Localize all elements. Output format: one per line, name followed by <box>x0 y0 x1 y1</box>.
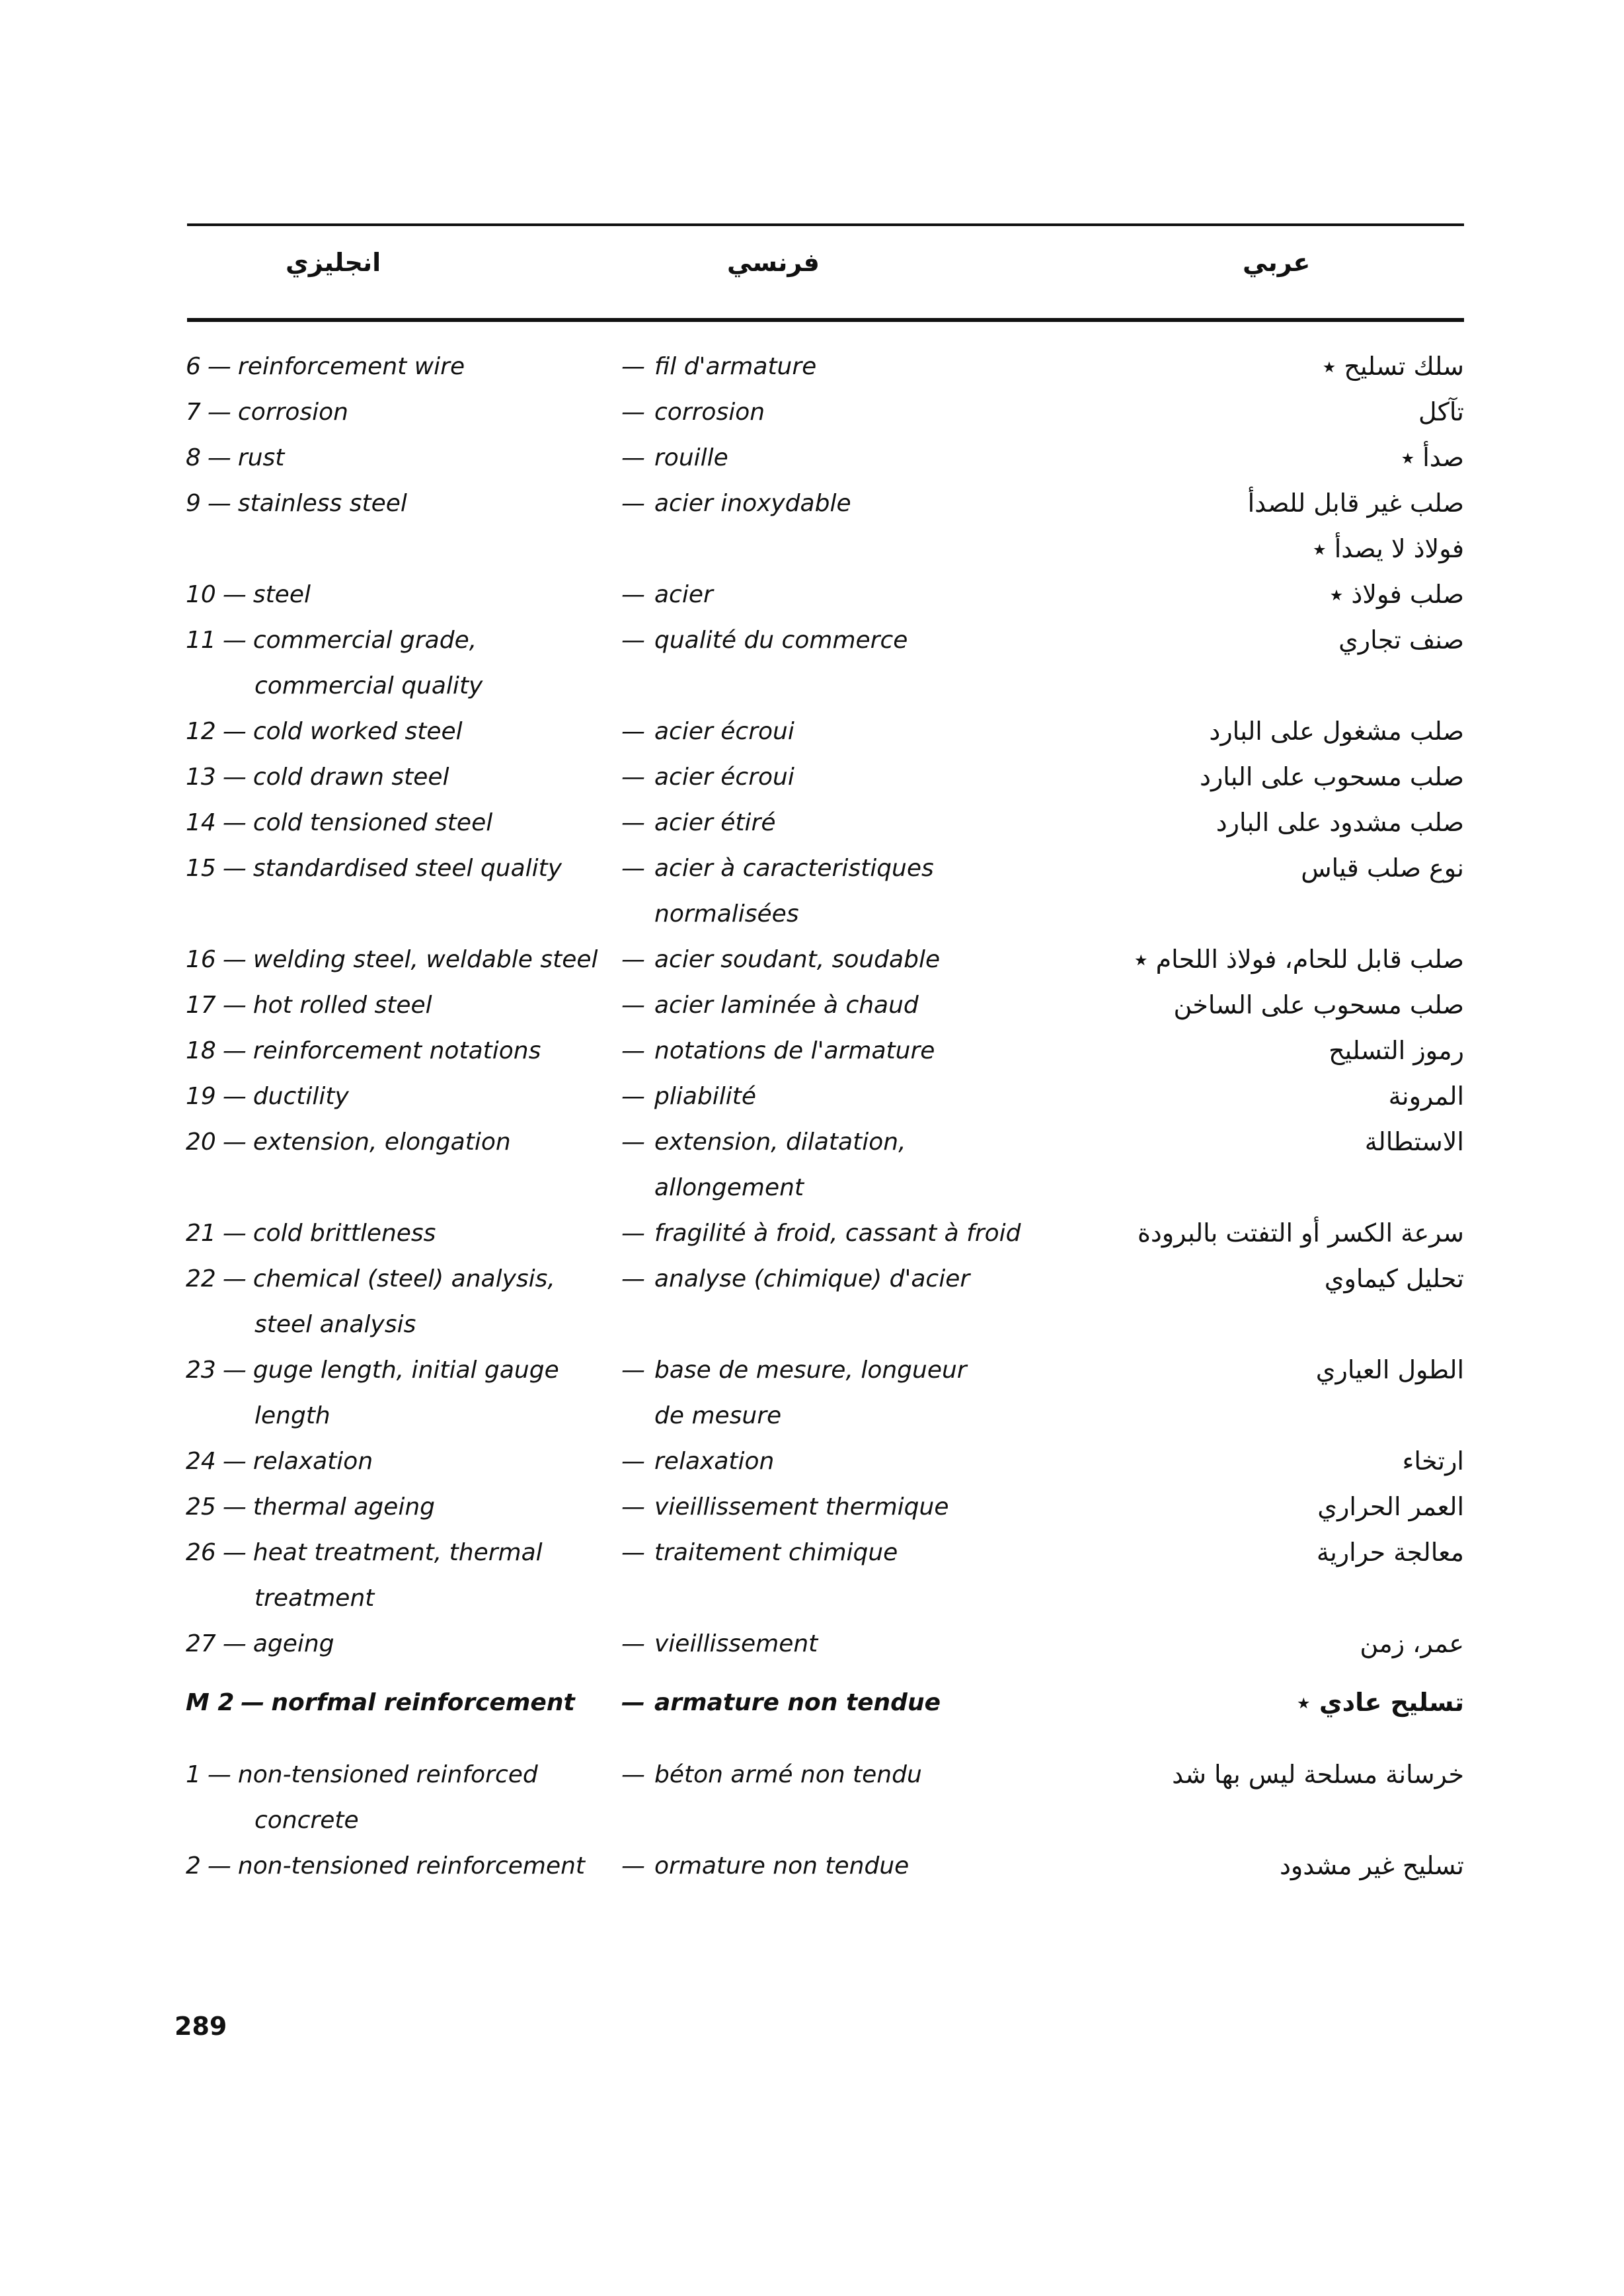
entry-dash: — <box>222 1128 247 1156</box>
english-term <box>186 754 449 800</box>
english-term <box>186 800 492 846</box>
entry-number: 21 <box>186 1220 216 1247</box>
french-term <box>621 800 775 846</box>
french-term-text: corrosion <box>654 399 765 426</box>
arabic-term <box>1001 846 1464 891</box>
entry-dash: — <box>222 764 247 791</box>
entry-dash: — <box>621 1761 645 1788</box>
arabic-term-text: صدأ ٭ <box>1401 443 1464 472</box>
arabic-term-text: ارتخاء <box>1402 1446 1464 1476</box>
arabic-term <box>1001 389 1464 435</box>
entry-dash: — <box>621 1539 645 1566</box>
english-term-text: cold brittleness <box>252 1220 436 1247</box>
english-term <box>186 937 598 982</box>
english-term <box>186 1210 436 1256</box>
english-term-continuation: concrete <box>254 1807 359 1834</box>
english-term <box>186 1347 559 1439</box>
arabic-term <box>1001 572 1464 617</box>
french-term-text: acier inoxydable <box>654 490 851 517</box>
arabic-term-text: تآكل <box>1418 397 1464 426</box>
english-term <box>186 982 432 1028</box>
english-term <box>186 1752 538 1843</box>
french-term-text: acier soudant, soudable <box>654 946 941 973</box>
entry-number: 25 <box>186 1493 216 1521</box>
french-term-text: extension, dilatation, <box>654 1128 906 1156</box>
french-term <box>621 1256 970 1302</box>
french-term-text: armature non tendue <box>654 1689 941 1716</box>
french-term <box>621 1752 922 1798</box>
french-term-text: notations de l'armature <box>654 1037 935 1064</box>
arabic-term <box>1001 754 1464 800</box>
english-term-text: commercial grade, <box>252 627 477 654</box>
english-term-continuation: commercial quality <box>254 672 483 699</box>
english-term <box>186 572 311 617</box>
french-term-text: vieillissement <box>654 1630 818 1657</box>
entry-dash: — <box>222 1539 247 1566</box>
entry-dash: — <box>621 1852 645 1880</box>
english-term-text: corrosion <box>237 399 348 426</box>
french-term <box>621 1074 756 1119</box>
french-term <box>621 435 728 481</box>
english-term-text: standardised steel quality <box>252 855 562 882</box>
arabic-term <box>1001 1843 1464 1889</box>
entry-number: 24 <box>186 1448 216 1475</box>
arabic-term <box>1001 1680 1464 1725</box>
french-term-continuation: allongement <box>654 1174 804 1201</box>
french-term-text: relaxation <box>654 1448 775 1475</box>
arabic-term-text: صلب فولاذ ٭ <box>1329 580 1464 609</box>
arabic-term <box>1001 617 1464 663</box>
arabic-term <box>1001 1530 1464 1575</box>
french-term <box>621 1680 941 1725</box>
entry-dash: — <box>621 627 645 654</box>
french-term <box>621 709 794 754</box>
english-term <box>186 1439 373 1484</box>
arabic-term-text: المرونة <box>1388 1082 1464 1111</box>
arabic-term-text: صلب مشغول على البارد <box>1209 717 1464 746</box>
entry-dash: — <box>222 1037 247 1064</box>
entry-dash: — <box>222 581 247 608</box>
arabic-term <box>1001 1439 1464 1484</box>
english-term-continuation: steel analysis <box>254 1311 416 1338</box>
english-term <box>186 617 483 709</box>
french-term <box>621 982 919 1028</box>
arabic-term-text: صلب مسحوب على البارد <box>1200 762 1464 791</box>
entry-dash: — <box>207 399 231 426</box>
french-term <box>621 1210 1021 1256</box>
french-term <box>621 1439 774 1484</box>
french-term <box>621 754 794 800</box>
entry-dash: — <box>621 718 645 745</box>
entry-number: 15 <box>186 855 216 882</box>
entry-dash: — <box>222 855 247 882</box>
french-term <box>621 481 851 526</box>
entry-dash: — <box>207 490 231 517</box>
english-term <box>186 1843 585 1889</box>
arabic-term-text: خرسانة مسلحة ليس بها شد <box>1172 1760 1464 1789</box>
english-term-text: non-tensioned reinforced <box>237 1761 538 1788</box>
entry-number: 11 <box>186 627 216 654</box>
arabic-term-text: صلب مشدود على البارد <box>1216 808 1464 837</box>
entry-number: 14 <box>186 809 216 836</box>
entry-dash: — <box>222 946 247 973</box>
entry-number: 19 <box>186 1083 216 1110</box>
french-term <box>621 1621 818 1667</box>
entry-dash: — <box>207 353 231 380</box>
arabic-term <box>1001 1621 1464 1667</box>
entry-dash: — <box>222 1083 247 1110</box>
french-term <box>621 1347 967 1439</box>
entry-dash: — <box>207 1852 231 1880</box>
english-term-text: cold drawn steel <box>252 764 449 791</box>
english-term-text: rust <box>237 444 285 471</box>
entry-dash: — <box>621 1448 645 1475</box>
entry-number: 16 <box>186 946 216 973</box>
arabic-term-text: العمر الحراري <box>1317 1492 1464 1521</box>
french-term-text: vieillissement thermique <box>654 1493 949 1521</box>
entry-dash: — <box>621 809 645 836</box>
english-term-text: hot rolled steel <box>252 992 432 1019</box>
english-term-text: guge length, initial gauge <box>252 1357 559 1384</box>
english-term-text: reinforcement wire <box>237 353 465 380</box>
french-term-text: acier à caracteristiques <box>654 855 934 882</box>
arabic-term <box>1001 1074 1464 1119</box>
french-term <box>621 1119 906 1210</box>
french-term <box>621 1484 948 1530</box>
arabic-term <box>1001 435 1464 481</box>
arabic-term <box>1001 800 1464 846</box>
english-term <box>186 1621 334 1667</box>
french-term <box>621 937 940 982</box>
english-term-text: ductility <box>252 1083 349 1110</box>
column-header-french: فرنسي <box>727 248 820 277</box>
french-term-text: base de mesure, longueur <box>654 1357 967 1384</box>
entry-dash: — <box>621 1128 645 1156</box>
entry-dash: — <box>621 855 645 882</box>
english-term <box>186 1530 543 1621</box>
english-term <box>186 1256 555 1347</box>
arabic-term-text: صنف تجاري <box>1338 625 1464 654</box>
arabic-term <box>1001 1119 1464 1165</box>
english-term <box>186 846 562 891</box>
english-term-continuation: length <box>254 1402 330 1429</box>
entry-number: 26 <box>186 1539 216 1566</box>
arabic-term <box>1001 481 1464 572</box>
arabic-term-text: تحليل كيماوي <box>1324 1264 1464 1293</box>
entry-dash: — <box>222 992 247 1019</box>
entry-dash: — <box>621 1037 645 1064</box>
entry-dash: — <box>621 1220 645 1247</box>
entry-number: 1 <box>186 1761 201 1788</box>
entry-dash: — <box>222 1493 247 1521</box>
entry-dash: — <box>621 992 645 1019</box>
arabic-term <box>1001 937 1464 982</box>
entry-number: 20 <box>186 1128 216 1156</box>
entry-dash: — <box>621 946 645 973</box>
french-term-text: acier étiré <box>654 809 776 836</box>
entry-dash: — <box>222 1448 247 1475</box>
french-term <box>621 846 934 937</box>
arabic-term <box>1001 1752 1464 1798</box>
entry-number: 13 <box>186 764 216 791</box>
english-term-text: ageing <box>252 1630 334 1657</box>
english-term <box>186 435 284 481</box>
entry-dash: — <box>621 399 645 426</box>
french-term-text: fil d'armature <box>654 353 817 380</box>
entry-dash: — <box>222 809 247 836</box>
french-term-text: rouille <box>654 444 728 471</box>
entry-dash: — <box>621 444 645 471</box>
entry-dash: — <box>241 1689 265 1716</box>
entry-number: 10 <box>186 581 216 608</box>
column-header-arabic: عربي <box>1243 248 1311 277</box>
arabic-term-text: صلب مسحوب على الساخن <box>1173 990 1464 1019</box>
arabic-term-text: نوع صلب قياس <box>1301 853 1464 883</box>
entry-number: 23 <box>186 1357 216 1384</box>
arabic-term-text: الطول العياري <box>1315 1355 1464 1384</box>
entry-dash: — <box>207 444 231 471</box>
arabic-term <box>1001 1210 1464 1256</box>
english-term-text: chemical (steel) analysis, <box>252 1265 555 1292</box>
english-term-text: stainless steel <box>237 490 407 517</box>
french-term <box>621 572 713 617</box>
english-term-text: reinforcement notations <box>252 1037 541 1064</box>
arabic-term-text: رموز التسليح <box>1329 1036 1464 1065</box>
arabic-term-text: تسليح عادي ٭ <box>1296 1688 1464 1717</box>
entry-dash: — <box>207 1761 231 1788</box>
english-term <box>186 389 348 435</box>
english-term-text: norfmal reinforcement <box>271 1689 575 1716</box>
entry-dash: — <box>621 1083 645 1110</box>
entry-dash: — <box>222 1265 247 1292</box>
french-term-text: analyse (chimique) d'acier <box>654 1265 970 1292</box>
entry-dash: — <box>222 1220 247 1247</box>
entry-dash: — <box>621 764 645 791</box>
entry-dash: — <box>621 1357 645 1384</box>
entry-dash: — <box>621 490 645 517</box>
arabic-term-text: تسليح غير مشدود <box>1280 1851 1464 1880</box>
entry-number: 2 <box>186 1852 201 1880</box>
entry-number: 22 <box>186 1265 216 1292</box>
english-term <box>186 1484 435 1530</box>
french-term-text: traitement chimique <box>654 1539 898 1566</box>
french-term-continuation: de mesure <box>654 1402 782 1429</box>
arabic-term-text: صلب غير قابل للصدأ <box>1247 489 1464 518</box>
arabic-term-text: صلب قابل للحام، فولاذ اللحام ٭ <box>1134 945 1464 974</box>
english-term-text: steel <box>252 581 311 608</box>
english-term <box>186 481 407 526</box>
arabic-term-text: معالجة حرارية <box>1316 1538 1464 1567</box>
english-term <box>186 709 463 754</box>
french-term-text: acier écroui <box>654 718 794 745</box>
entry-dash: — <box>621 1265 645 1292</box>
english-term <box>186 1074 349 1119</box>
french-term-continuation: normalisées <box>654 900 799 928</box>
english-term-text: non-tensioned reinforcement <box>237 1852 586 1880</box>
english-term-text: heat treatment, thermal <box>252 1539 543 1566</box>
english-term-text: extension, elongation <box>252 1128 511 1156</box>
arabic-term <box>1001 1256 1464 1302</box>
entry-number: 18 <box>186 1037 216 1064</box>
french-term-text: ormature non tendue <box>654 1852 909 1880</box>
french-term <box>621 344 816 389</box>
french-term <box>621 1843 909 1889</box>
english-term-text: welding steel, weldable steel <box>252 946 598 973</box>
arabic-term <box>1001 344 1464 389</box>
english-term <box>186 1119 511 1165</box>
english-term <box>186 1028 541 1074</box>
arabic-term-text: سرعة الكسر أو التفتت بالبرودة <box>1137 1218 1464 1247</box>
entry-number: 27 <box>186 1630 216 1657</box>
english-term-continuation: treatment <box>254 1585 375 1612</box>
english-term <box>186 344 465 389</box>
english-term <box>186 1680 575 1725</box>
arabic-term-text: سلك تسليح ٭ <box>1322 352 1464 381</box>
entry-dash: — <box>222 718 247 745</box>
entry-number: 8 <box>186 444 201 471</box>
entry-number: 12 <box>186 718 216 745</box>
french-term-text: béton armé non tendu <box>654 1761 922 1788</box>
french-term-text: acier <box>654 581 713 608</box>
french-term <box>621 1530 898 1575</box>
french-term <box>621 617 908 663</box>
page-number: 289 <box>174 2012 227 2041</box>
french-term-text: pliabilité <box>654 1083 757 1110</box>
entry-dash: — <box>621 1630 645 1657</box>
entry-dash: — <box>621 353 645 380</box>
french-term <box>621 389 765 435</box>
arabic-term-text: الاستطالة <box>1364 1127 1464 1156</box>
french-term-text: qualité du commerce <box>654 627 908 654</box>
arabic-term <box>1001 1484 1464 1530</box>
entry-dash: — <box>222 627 247 654</box>
entry-dash: — <box>222 1630 247 1657</box>
english-term-text: cold worked steel <box>252 718 463 745</box>
arabic-term-text: عمر، زمن <box>1360 1629 1464 1658</box>
entry-dash: — <box>621 581 645 608</box>
entry-dash: — <box>621 1689 645 1716</box>
french-term-text: acier écroui <box>654 764 794 791</box>
french-term-text: fragilité à froid, cassant à froid <box>654 1220 1021 1247</box>
arabic-term <box>1001 1347 1464 1393</box>
entry-dash: — <box>621 1493 645 1521</box>
english-term-text: cold tensioned steel <box>252 809 493 836</box>
entry-number: 7 <box>186 399 201 426</box>
entry-number: 17 <box>186 992 216 1019</box>
entry-number: M 2 <box>186 1689 235 1716</box>
arabic-term <box>1001 709 1464 754</box>
entry-number: 9 <box>186 490 201 517</box>
english-term-text: relaxation <box>252 1448 373 1475</box>
column-header-english: انجليزي <box>286 248 381 277</box>
french-term <box>621 1028 935 1074</box>
english-term-text: thermal ageing <box>252 1493 435 1521</box>
entry-number: 6 <box>186 353 201 380</box>
arabic-term <box>1001 1028 1464 1074</box>
french-term-text: acier laminée à chaud <box>654 992 919 1019</box>
arabic-term <box>1001 982 1464 1028</box>
entry-dash: — <box>222 1357 247 1384</box>
arabic-term-text: فولاذ لا يصدأ ٭ <box>1312 534 1464 563</box>
